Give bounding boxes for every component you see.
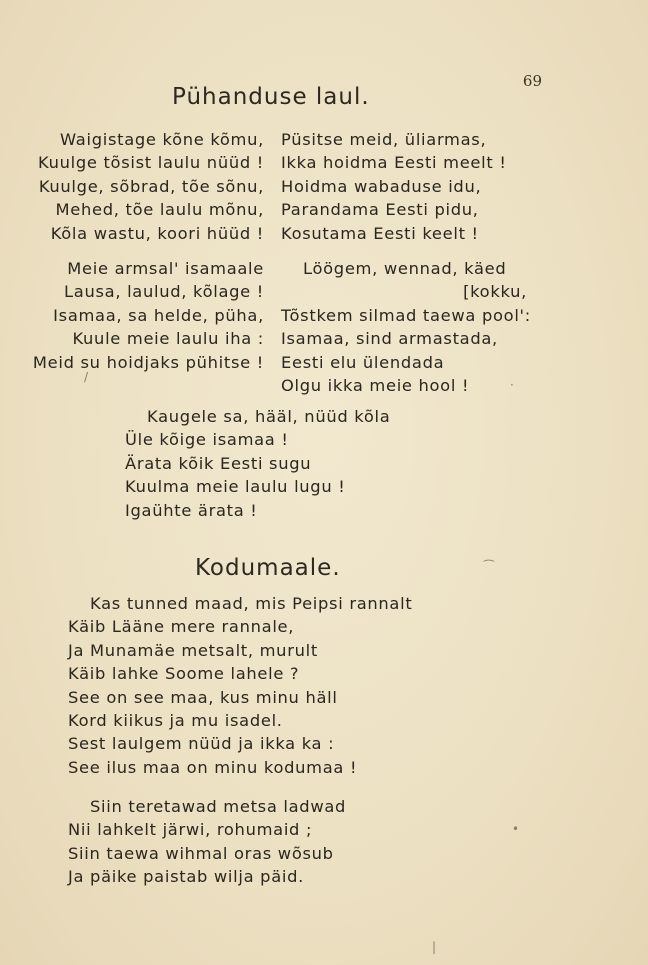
verse-line: Meid su hoidjaks pühitse ! bbox=[32, 352, 264, 372]
verse-line: Siin taewa wihmal oras wõsub bbox=[68, 843, 334, 863]
verse-line: Kuulge tõsist laulu nüüd ! bbox=[38, 153, 264, 173]
verse-line: Isamaa, sa helde, püha, bbox=[53, 305, 264, 325]
verse-line: Isamaa, sind armastada, bbox=[281, 329, 498, 349]
paper-speck: | bbox=[432, 940, 437, 954]
poem2-stanza2 bbox=[68, 795, 346, 889]
verse-line: Tõstkem silmad taewa pool': bbox=[281, 305, 531, 325]
verse-line: Kas tunned maad, mis Peipsi rannalt bbox=[90, 594, 413, 613]
verse-line: Lausa, laulud, kõlage ! bbox=[64, 282, 264, 302]
verse-line: Mehed, tõe laulu mõnu, bbox=[55, 200, 264, 220]
poem1-title: Pühanduse laul. bbox=[172, 84, 370, 110]
verse-line: Kord kiikus ja mu isadel. bbox=[68, 710, 283, 730]
verse-line: Hoidma wabaduse idu, bbox=[281, 176, 482, 196]
verse-line: Löögem, wennad, käed bbox=[303, 259, 507, 278]
verse-line-continuation: [kokku, bbox=[463, 282, 527, 302]
poem1-stanza3 bbox=[125, 405, 390, 522]
paper-speck: / bbox=[84, 370, 89, 384]
verse-line: Parandama Eesti pidu, bbox=[281, 200, 479, 220]
verse-line: Käib lahke Soome lahele ? bbox=[68, 664, 300, 684]
verse-line: Ikka hoidma Eesti meelt ! bbox=[281, 153, 507, 173]
paper-speck: • bbox=[512, 822, 520, 836]
poem1-stanza1-right bbox=[281, 128, 507, 245]
poem1-stanza2-left bbox=[12, 257, 264, 374]
verse-line: Eesti elu ülendada bbox=[281, 352, 445, 372]
verse-line: Kuulge, sõbrad, tõe sõnu, bbox=[38, 176, 264, 196]
verse-line: Nii lahkelt järwi, rohumaid ; bbox=[68, 820, 313, 840]
verse-line: Kosutama Eesti keelt ! bbox=[281, 223, 479, 243]
verse-line: See ilus maa on minu kodumaa ! bbox=[68, 757, 358, 777]
verse-line: Olgu ikka meie hool ! bbox=[281, 375, 470, 395]
page-number: 69 bbox=[522, 72, 542, 90]
verse-line: Püsitse meid, üliarmas, bbox=[281, 130, 487, 149]
verse-line: Üle kõige isamaa ! bbox=[125, 430, 289, 450]
verse-line: Ja päike paistab wilja päid. bbox=[68, 867, 305, 887]
verse-line: Käib Lääne mere rannale, bbox=[68, 617, 295, 637]
paper-speck: · bbox=[510, 378, 514, 392]
verse-line: Ärata kõik Eesti sugu bbox=[125, 453, 312, 473]
poem1-stanza1-left bbox=[12, 128, 264, 245]
verse-line: Kuulma meie laulu lugu ! bbox=[125, 477, 346, 497]
verse-line: Meie armsal' isamaale bbox=[67, 259, 264, 278]
verse-line: Kaugele sa, hääl, nüüd kõla bbox=[147, 407, 391, 426]
verse-line: Igaühte ärata ! bbox=[125, 500, 258, 520]
verse-line: See on see maa, kus minu häll bbox=[68, 687, 338, 707]
verse-line: Ja Munamäe metsalt, murult bbox=[68, 640, 318, 660]
poem2-title: Kodumaale. bbox=[195, 555, 341, 581]
poem1-stanza2-right bbox=[281, 257, 531, 397]
verse-line: Sest laulgem nüüd ja ikka ka : bbox=[68, 734, 335, 754]
verse-line: Siin teretawad metsa ladwad bbox=[90, 797, 347, 816]
verse-line: Kuule meie laulu iha : bbox=[72, 329, 264, 349]
poem2-stanza1 bbox=[68, 592, 412, 779]
paper-speck: ⁀ bbox=[484, 560, 494, 574]
verse-line: Waigistage kõne kõmu, bbox=[60, 130, 264, 149]
verse-line: Kõla wastu, koori hüüd ! bbox=[50, 223, 264, 243]
